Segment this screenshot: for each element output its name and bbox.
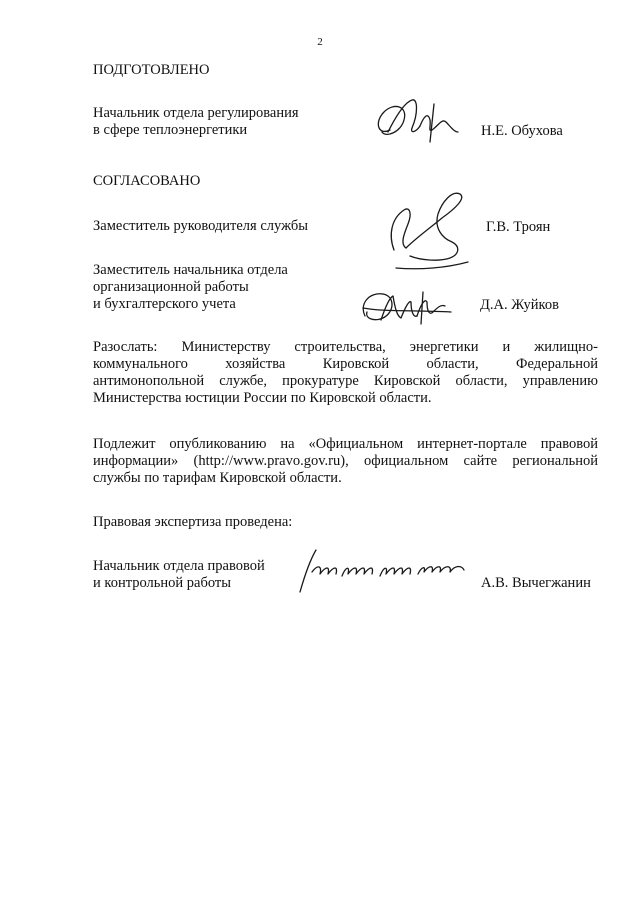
publication-line-3: службы по тарифам Кировской области. bbox=[93, 470, 342, 486]
publication-line-2: информации» (http://www.pravo.gov.ru), официальном сайте региональной bbox=[93, 453, 598, 469]
signature-vychegzhanin bbox=[292, 542, 472, 602]
prepared-signer-name: Н.Е. Обухова bbox=[481, 123, 563, 139]
deputy-dept-position-line-1: Заместитель начальника отдела bbox=[93, 262, 288, 278]
distribution-line-2: коммунального хозяйства Кировской области, Федеральной bbox=[93, 356, 598, 372]
publication-line-1: Подлежит опубликованию на «Официальном интернет-портале правовой bbox=[93, 436, 598, 452]
agreed-heading: СОГЛАСОВАНО bbox=[93, 173, 201, 189]
deputy-dept-name: Д.А. Жуйков bbox=[480, 297, 559, 313]
deputy-head-position: Заместитель руководителя службы bbox=[93, 218, 309, 234]
deputy-dept-position-line-3: и бухгалтерского учета bbox=[93, 296, 236, 312]
distribution-line-1: Разослать: Министерству строительства, энергетики и жилищно- bbox=[93, 339, 598, 355]
signature-zhuykov bbox=[355, 282, 460, 332]
signature-troyan bbox=[380, 188, 480, 278]
deputy-head-name: Г.В. Троян bbox=[486, 219, 551, 235]
legal-position-line-2: и контрольной работы bbox=[93, 575, 231, 591]
prepared-heading: ПОДГОТОВЛЕНО bbox=[93, 62, 210, 78]
publication-paragraph bbox=[93, 436, 598, 487]
prepared-position-line-2: в сфере теплоэнергетики bbox=[93, 122, 248, 138]
legal-position-line-1: Начальник отдела правовой bbox=[93, 558, 265, 574]
deputy-dept-position-line-2: организационной работы bbox=[93, 279, 249, 295]
prepared-position-line-1: Начальник отдела регулирования bbox=[93, 105, 299, 121]
legal-signer-name: А.В. Вычегжанин bbox=[481, 575, 591, 591]
distribution-line-3: антимонопольной службе, прокуратуре Кировской области, управлению bbox=[93, 373, 598, 389]
legal-review-heading: Правовая экспертиза проведена: bbox=[93, 514, 293, 530]
distribution-line-4: Министерства юстиции России по Кировской области. bbox=[93, 390, 432, 406]
distribution-paragraph bbox=[93, 339, 598, 407]
page-number: 2 bbox=[317, 36, 323, 48]
signature-obukhova bbox=[368, 92, 468, 152]
